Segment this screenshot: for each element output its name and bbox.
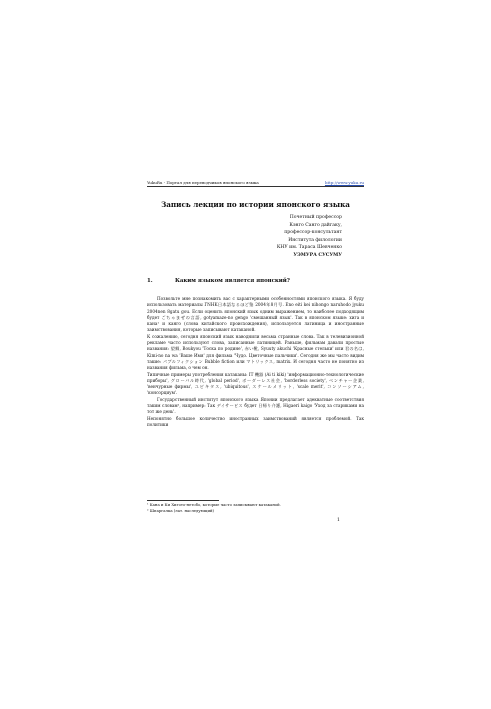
header-url-link[interactable]: http://www.yuku.ru [324,180,364,185]
footnote: ¹ Кана и Ки Хигото-нетобо, которые часто записывают катаканой. [147,502,281,507]
page-number: 1 [337,518,340,523]
author-line: КНУ им. Тараса Шевченко [276,245,342,251]
paragraph: Непонятно большое количество иностранных заимствований является проблемой. Так политики [147,415,364,428]
paragraph: К сожалению, сегодня японский язык наводнили весьма странные слова. Так в телевизионной рекламе часто используют слова, записанные латиницей. Раньше, фильмам давали простые названия: 望郷, Boukyou 'Тоска по родине', 赤い靴, Syuuty akuchi 'Красные стельки' или 君の名は, Kimi-no na wa 'Ваше Имя' для фильма 'Чудо. Цветочные пальчики'. Сегодня же мы часто видим такие: パブルフィクション Bubble fiction или マトリックス, matrix. И сегодня часто не понятно из названия фильма, о чем он. [147,333,364,371]
body-text [147,296,364,429]
paragraph: Государственный институт японского языка Японии предлагает адекватные соответствия таким словам², например: Так デイサービス будет 日帰り介護, Higaeri kaigo 'Уход за стариками на тот же день'. [147,396,364,415]
author-line: Кэнго Санго дайгаку, [289,222,342,228]
paragraph: Позвольте мне познакомить вас с характерными особенностями японского языка. Я буду использовать материалы ГNHK日本語なるほど塾 2004年8月号. Eno eiti kei nihongo naruhodo jyuku 2004nen 8gatu gou. Если оценить японский язык одним выражением, то наиболее подходящим будет ごちゃまぜの言語, gotyamaze-no gengo 'смешанный язык'. Так в японском языке: хига и кана¹ и канго (слова китайского происхождения), используется латиница и иностранные заимствования, которые записывают катаканой. [147,296,364,333]
author-line: Почетный профессор [289,215,342,220]
author-name: УЭМУРА СУСУМУ [293,252,342,258]
document-title: Запись лекции по истории японского языка [161,200,350,209]
footnote: ² Шпаргалка (лат. наследующий) [147,508,214,513]
header-site-name: YukuRu - Портал для переводчиков японского языка [147,180,259,185]
footnotes [147,500,364,514]
footnote-divider [147,500,219,501]
page-header [147,180,364,187]
author-line: Института филологии [288,237,342,243]
section-title: Каким языком является японский? [175,278,290,284]
section-number: 1. [147,278,153,284]
author-line: профессор-консультант [284,230,342,236]
section-heading [147,278,364,285]
author-block [240,214,342,260]
paragraph: Типичные примеры употребления катаканы: IT 機器 (Ai ti kiki) 'информационно-технологические приборы', グローバル時代, 'global period', ボーダーレス社会, 'borderless society', ベンチャー企業, 'венчурные фирмы', ユビキタス, 'ubiquitous', スケールメリット, 'scale merit', コンソーシアム, 'консорциум'. [147,371,364,396]
